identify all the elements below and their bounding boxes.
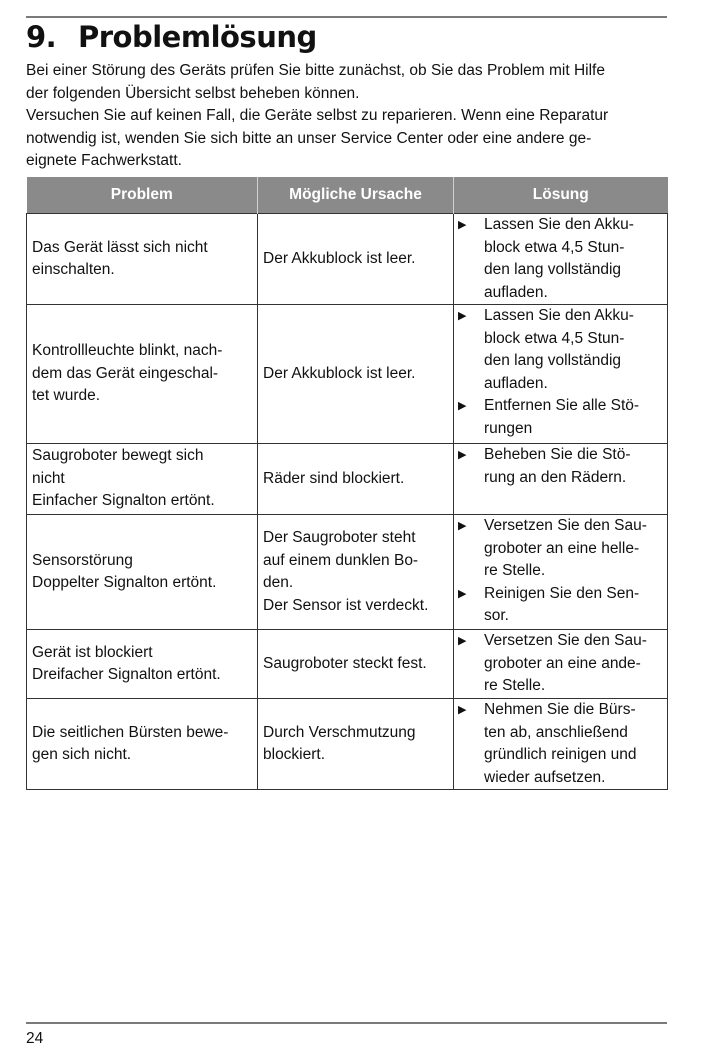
cause-cell: [258, 444, 454, 515]
solution-text: [484, 214, 663, 304]
solution-line: Lassen Sie den Akku-: [484, 216, 634, 233]
problem-cell-line: Doppelter Signalton ertönt.: [32, 574, 217, 591]
problem-cell-line: Das Gerät lässt sich nicht: [32, 238, 208, 256]
solution-text: [484, 444, 663, 489]
solution-line: rung an den Rädern.: [484, 468, 627, 486]
bullet-arrow-icon: ▶: [458, 587, 467, 600]
solution-bullet: [458, 630, 663, 698]
problem-cell-line: tet wurde.: [32, 387, 101, 405]
bullet-arrow-icon: ▶: [458, 704, 467, 716]
solution-cell: [454, 444, 668, 515]
solution-bullet: [458, 699, 663, 789]
table-row: [27, 305, 668, 444]
cause-cell: [258, 630, 454, 699]
cause-cell: [258, 305, 454, 444]
page-number: 24: [26, 1030, 44, 1047]
intro-paragraph-2: [26, 105, 676, 173]
solution-line: Reinigen Sie den Sen-: [484, 584, 640, 602]
problem-cell-line: gen sich nicht.: [32, 746, 132, 763]
table-row: [27, 699, 668, 790]
solution-line: block etwa 4,5 Stun-: [484, 238, 625, 256]
cause-cell-line: Räder sind blockiert.: [263, 469, 405, 487]
problem-cell: [27, 444, 258, 515]
troubleshooting-table: [26, 177, 668, 790]
cause-cell-line: blockiert.: [263, 746, 326, 763]
solution-line: den lang vollständig: [484, 352, 622, 369]
solution-line: sor.: [484, 607, 509, 624]
problem-cell: [27, 630, 258, 699]
problem-cell-line: Gerät ist blockiert: [32, 643, 153, 661]
solution-line: groboter an eine ande-: [484, 654, 641, 672]
cause-cell-line: Saugroboter steckt fest.: [263, 654, 427, 672]
solution-line: Beheben Sie die Stö-: [484, 446, 631, 463]
bullet-arrow-icon: ▶: [458, 635, 467, 647]
solution-bullet: [458, 395, 663, 440]
solution-line: aufladen.: [484, 283, 548, 301]
solution-cell: [454, 699, 668, 790]
problem-cell-line: dem das Gerät eingeschal-: [32, 364, 219, 382]
cause-cell-line: Der Sensor ist verdeckt.: [263, 596, 429, 614]
solution-bullet: [458, 305, 663, 395]
table-body: [27, 214, 668, 790]
cause-cell: [258, 699, 454, 790]
solution-cell: [454, 515, 668, 630]
problem-cell: [27, 305, 258, 444]
solution-line: wieder aufsetzen.: [484, 768, 606, 786]
solution-text: [484, 395, 663, 440]
table-header-row: [27, 177, 668, 214]
cause-cell-line: auf einem dunklen Bo-: [263, 551, 419, 569]
problem-cell-line: Sensorstörung: [32, 551, 133, 569]
solution-text: [484, 699, 663, 789]
cause-cell-line: Der Akkublock ist leer.: [263, 364, 416, 382]
column-header-solution: Lösung: [454, 177, 668, 214]
section-number: 9.: [26, 20, 57, 54]
bullet-arrow-icon: ▶: [458, 310, 467, 322]
intro-paragraph-1: [26, 60, 676, 105]
cause-cell-line: Durch Verschmutzung: [263, 723, 416, 741]
problem-cell-line: Dreifacher Signalton ertönt.: [32, 666, 221, 683]
solution-line: Nehmen Sie die Bürs-: [484, 701, 636, 718]
solution-bullet: [458, 515, 663, 583]
solution-line: gründlich reinigen und: [484, 746, 637, 763]
solution-bullet: [458, 444, 663, 489]
bullet-arrow-icon: ▶: [458, 219, 467, 231]
solution-cell: [454, 305, 668, 444]
solution-line: groboter an eine helle-: [484, 539, 640, 557]
solution-text: [484, 305, 663, 395]
intro-line: der folgenden Übersicht selbst beheben können.: [26, 84, 360, 102]
table-row: [27, 444, 668, 515]
bullet-arrow-icon: ▶: [458, 520, 467, 532]
solution-line: den lang vollständig: [484, 261, 622, 278]
cause-cell: [258, 214, 454, 305]
solution-line: rungen: [484, 419, 533, 437]
problem-cell-line: Die seitlichen Bürsten bewe-: [32, 723, 229, 741]
bullet-arrow-icon: ▶: [458, 400, 467, 412]
solution-line: Versetzen Sie den Sau-: [484, 517, 647, 534]
bullet-arrow-icon: ▶: [458, 449, 467, 461]
column-header-problem: Problem: [27, 177, 258, 214]
solution-text: [484, 515, 663, 583]
cause-cell-line: Der Saugroboter steht: [263, 529, 416, 546]
solution-cell: [454, 630, 668, 699]
top-rule: [26, 16, 667, 18]
cause-cell-line: Der Akkublock ist leer.: [263, 249, 416, 267]
bottom-rule: [26, 1022, 667, 1024]
cause-cell: [258, 515, 454, 630]
solution-line: block etwa 4,5 Stun-: [484, 329, 625, 347]
solution-text: [484, 583, 663, 628]
solution-line: Versetzen Sie den Sau-: [484, 632, 647, 649]
intro-text: [26, 60, 676, 173]
problem-cell-line: nicht: [32, 469, 65, 487]
problem-cell-line: Saugroboter bewegt sich: [32, 447, 204, 465]
solution-line: Lassen Sie den Akku-: [484, 307, 634, 324]
section-title-text: Problemlösung: [78, 20, 317, 54]
table-row: [27, 630, 668, 699]
solution-line: re Stelle.: [484, 677, 546, 694]
intro-line: Versuchen Sie auf keinen Fall, die Geräte selbst zu reparieren. Wenn eine Reparatur: [26, 107, 609, 124]
column-header-cause: Mögliche Ursache: [258, 177, 454, 214]
solution-line: aufladen.: [484, 374, 548, 392]
table-row: [27, 214, 668, 305]
problem-cell: [27, 214, 258, 305]
solution-cell: [454, 214, 668, 305]
solution-bullet: [458, 583, 663, 628]
cause-cell-line: den.: [263, 574, 294, 591]
intro-line: Bei einer Störung des Geräts prüfen Sie bitte zunächst, ob Sie das Problem mit Hilfe: [26, 62, 605, 79]
section-title: [26, 20, 317, 54]
intro-line: notwendig ist, wenden Sie sich bitte an unser Service Center oder eine andere ge-: [26, 129, 592, 147]
solution-line: Entfernen Sie alle Stö-: [484, 397, 640, 414]
solution-text: [484, 630, 663, 698]
problem-cell: [27, 699, 258, 790]
intro-line: eignete Fachwerkstatt.: [26, 152, 182, 169]
problem-cell-line: Kontrollleuchte blinkt, nach-: [32, 342, 223, 360]
table-row: [27, 515, 668, 630]
solution-bullet: [458, 214, 663, 304]
problem-cell-line: einschalten.: [32, 261, 115, 278]
solution-line: ten ab, anschließend: [484, 723, 628, 741]
problem-cell-line: Einfacher Signalton ertönt.: [32, 492, 215, 510]
solution-line: re Stelle.: [484, 562, 546, 579]
problem-cell: [27, 515, 258, 630]
